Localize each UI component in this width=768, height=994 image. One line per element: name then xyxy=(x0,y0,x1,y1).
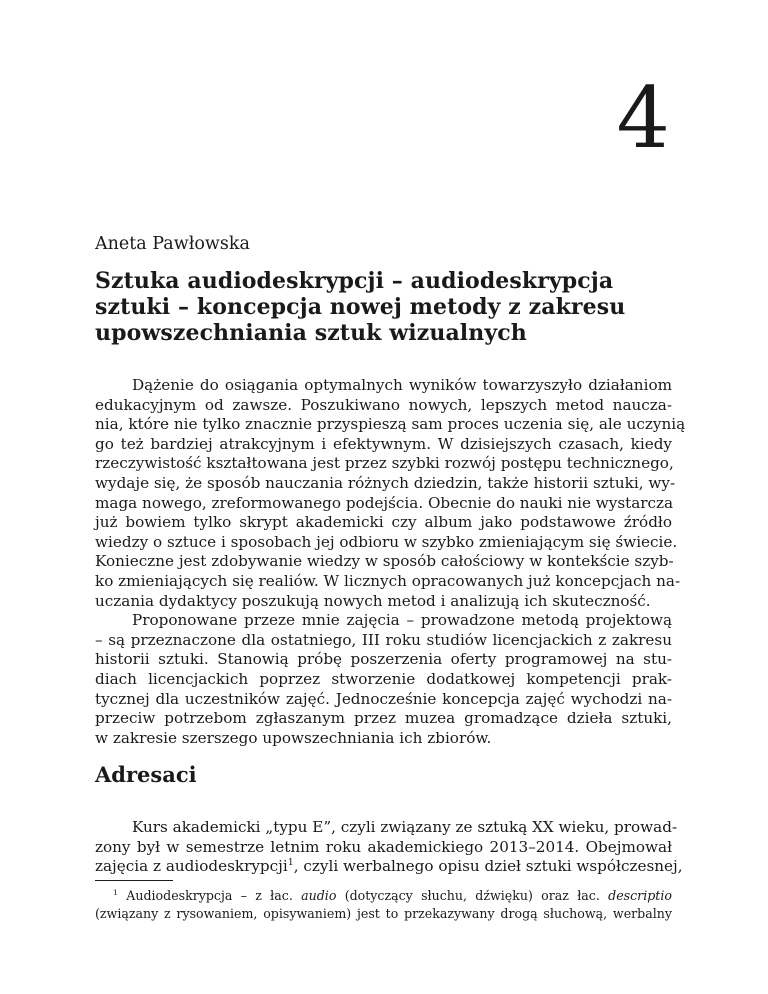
text-line: rzeczywistość kształtowana jest przez szybki rozwój postępu technicznego, xyxy=(95,454,674,473)
text-line: wydaje się, że sposób nauczania różnych dziedzin, także historii sztuki, wy- xyxy=(95,473,676,492)
footnote-line xyxy=(95,887,672,905)
text-line: uczania dydaktycy poszukują nowych metod i analizują ich skuteczność. xyxy=(95,591,651,610)
section-heading: Adresaci xyxy=(95,762,197,787)
footnote-term: audio xyxy=(301,888,337,903)
section-paragraph xyxy=(95,818,683,877)
footnote-line: (związany z rysowaniem, opisywaniem) jest to przekazywany drogą słuchową, werbalny xyxy=(95,906,672,921)
footnote xyxy=(95,887,672,923)
chapter-title-line: upowszechniania sztuk wizualnych xyxy=(95,320,527,346)
text-line: tycznej dla uczestników zajęć. Jednocześnie koncepcja zajęć wychodzi na- xyxy=(95,689,672,708)
chapter-number: 4 xyxy=(616,69,670,167)
text-line: historii sztuki. Stanowią próbę poszerzenia oferty programowej na stu- xyxy=(95,650,672,669)
text-line: nia, które nie tylko znacznie przyspieszą sam proces uczenia się, ale uczynią xyxy=(95,415,686,434)
footnote-number: 1 xyxy=(113,887,118,897)
text-line: ko zmieniających się realiów. W licznych opracowanych już koncepcjach na- xyxy=(95,571,681,590)
footnote-text: Audiodeskrypcja – z łac. xyxy=(126,888,293,903)
text-line: edukacyjnym od zawsze. Poszukiwano nowych, lepszych metod naucza- xyxy=(95,395,672,414)
text-line: już bowiem tylko skrypt akademicki czy album jako podstawowe źródło xyxy=(95,513,672,532)
text-line: diach licencjackich poprzez stworzenie dodatkowej kompetencji prak- xyxy=(95,669,672,688)
chapter-title-line: Sztuka audiodeskrypcji – audiodeskrypcja xyxy=(95,268,614,294)
footnote-separator xyxy=(95,880,173,881)
text-fragment: , czyli werbalnego opisu dzieł sztuki współczesnej, xyxy=(293,857,683,876)
footnote-text: (dotyczący słuchu, dźwięku) oraz łac. xyxy=(344,888,600,903)
text-line: Proponowane przeze mnie zajęcia – prowadzone metodą projektową xyxy=(132,611,672,630)
footnote-reference[interactable]: 1 xyxy=(287,857,294,869)
intro-paragraph-1 xyxy=(95,376,686,748)
chapter-author: Aneta Pawłowska xyxy=(95,234,250,254)
text-line: maga nowego, zreformowanego podejścia. Obecnie do nauki nie wystarcza xyxy=(95,493,674,512)
footnote-term: descriptio xyxy=(608,888,672,903)
chapter-title-line: sztuki – koncepcja nowej metody z zakresu xyxy=(95,294,626,320)
text-line: wiedzy o sztuce i sposobach jej odbioru w szybko zmieniającym się świecie. xyxy=(95,532,678,551)
text-line: – są przeznaczone dla ostatniego, III roku studiów licencjackich z zakresu xyxy=(95,630,672,649)
text-line: go też bardziej atrakcyjnym i efektywnym. W dzisiejszych czasach, kiedy xyxy=(95,434,672,453)
text-line: Kurs akademicki „typu E”, czyli związany ze sztuką XX wieku, prowad- xyxy=(132,818,678,836)
text-line xyxy=(95,857,683,877)
text-fragment: zajęcia z audiodeskrypcji xyxy=(95,857,288,876)
text-line: zony był w semestrze letnim roku akademickiego 2013–2014. Obejmował xyxy=(95,837,672,856)
chapter-title xyxy=(95,268,685,346)
text-line: przeciw potrzebom zgłaszanym przez muzea gromadzące dzieła sztuki, xyxy=(95,709,672,728)
text-line: Dążenie do osiągania optymalnych wyników towarzyszyło działaniom xyxy=(132,376,672,394)
text-line: Konieczne jest zdobywanie wiedzy w sposób całościowy w kontekście szyb- xyxy=(95,552,674,571)
text-line: w zakresie szerszego upowszechniania ich zbiorów. xyxy=(95,728,492,747)
